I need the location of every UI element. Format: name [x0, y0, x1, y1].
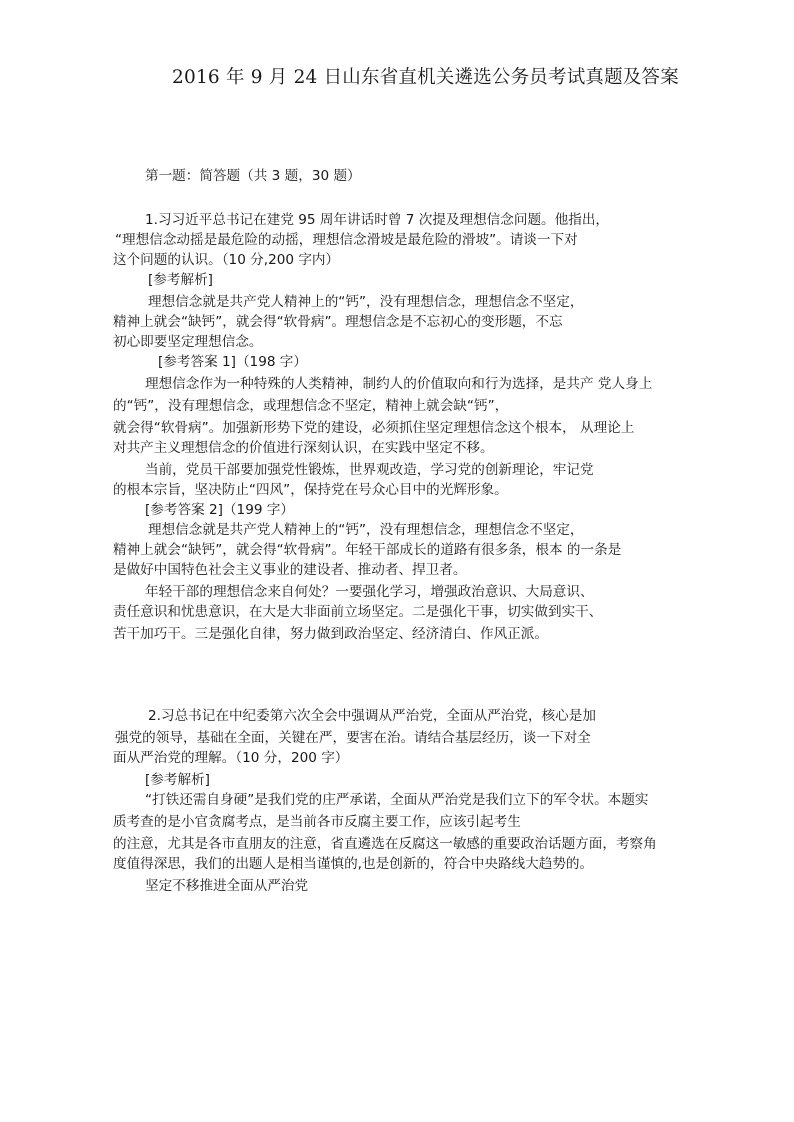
- q1-answer1-line: 当前，党员干部要加强党性锻炼，世界观改造，学习党的创新理论，牢记党: [145, 462, 594, 478]
- q2-analysis-line: 的注意，尤其是各市直朋友的注意，省直遴选在反腐这一敏感的重要政治话题方面，考察角: [113, 836, 657, 852]
- q2-analysis-line: 坚定不移推进全面从严治党: [145, 878, 309, 894]
- q1-analysis-line: 理想信念就是共产党人精神上的“钙”，没有理想信念，理想信念不坚定，: [148, 294, 584, 310]
- q2-analysis-line: 质考查的是小官贪腐考点，是当前各市反腐主要工作，应该引起考生: [113, 814, 521, 830]
- section-heading: 第一题：简答题（共 3 题，30 题）: [145, 168, 361, 184]
- q1-answer2-line: 苦干加巧干。三是强化自律，努力做到政治坚定、经济清白、作风正派。: [113, 626, 548, 642]
- q1-answer1-line: 理想信念作为一种特殊的人类精神，制约人的价值取向和行为选择，是共产 党人身上: [145, 376, 653, 392]
- q2-text-line: 2.习总书记在中纪委第六次全会中强调从严治党，全面从严治党，核心是加: [148, 708, 596, 724]
- q2-analysis-label: [参考解析]: [145, 772, 210, 788]
- document-title: 2016 年 9 月 24 日山东省直机关遴选公务员考试真题及答案: [172, 67, 679, 88]
- q1-answer2-line: 理想信念就是共产党人精神上的“钙”，没有理想信念，理想信念不坚定，: [148, 522, 584, 538]
- q1-answer1-line: 对共产主义理想信念的价值进行深刻认识，在实践中坚定不移。: [113, 440, 494, 456]
- q1-answer1-label: [参考答案 1]（198 字）: [158, 354, 307, 370]
- q1-answer1-line: 的“钙”，没有理想信念，或理想信念不坚定，精神上就会缺“钙”，: [113, 398, 509, 414]
- q2-text-line: 强党的领导，基础在全面，关键在严，要害在治。请结合基层经历，谈一下对全: [115, 730, 591, 746]
- q1-analysis-line: 精神上就会“缺钙”，就会得“软骨病”。理想信念是不忘初心的变形题，不忘: [113, 314, 563, 330]
- q1-answer1-line: 就会得“软骨病”。加强新形势下党的建设，必须抓住坚定理想信念这个根本， 从理论上: [113, 420, 635, 436]
- q1-answer2-line: 责任意识和忧患意识，在大是大非面前立场坚定。二是强化干事，切实做到实干、: [113, 604, 603, 620]
- q1-answer2-label: [参考答案 2]（199 字）: [145, 502, 294, 518]
- q1-answer2-line: 精神上就会“缺钙”，就会得“软骨病”。年轻干部成长的道路有很多条，根本 的一条是: [113, 542, 622, 558]
- q1-answer2-line: 年轻干部的理想信念来自何处？一要强化学习，增强政治意识、大局意识、: [145, 584, 594, 600]
- q1-text-line: 1.习习近平总书记在建党 95 周年讲话时曾 7 次提及理想信念问题。他指出，: [145, 212, 610, 228]
- q1-text-line: 这个问题的认识。（10 分,200 字内）: [113, 252, 340, 268]
- q1-answer1-line: 的根本宗旨，坚决防止“四风”，保持党在号众心目中的光辉形象。: [113, 482, 508, 498]
- q1-text-line: “理想信念动摇是最危险的动摇，理想信念滑坡是最危险的滑坡”。请谈一下对: [115, 232, 578, 248]
- q2-analysis-line: 度值得深思，我们的出题人是相当谨慎的,也是创新的，符合中央路线大趋势的。: [113, 856, 594, 872]
- q2-text-line: 面从严治党的理解。（10 分，200 字）: [113, 750, 349, 766]
- q2-analysis-line: “打铁还需自身硬”是我们党的庄严承诺，全面从严治党是我们立下的军令状。本题实: [145, 792, 649, 808]
- q1-analysis-line: 初心即要坚定理想信念。: [113, 334, 263, 350]
- q1-answer2-line: 是做好中国特色社会主义事业的建设者、推动者、捍卫者。: [113, 562, 467, 578]
- q1-analysis-label: [参考解析]: [148, 272, 213, 288]
